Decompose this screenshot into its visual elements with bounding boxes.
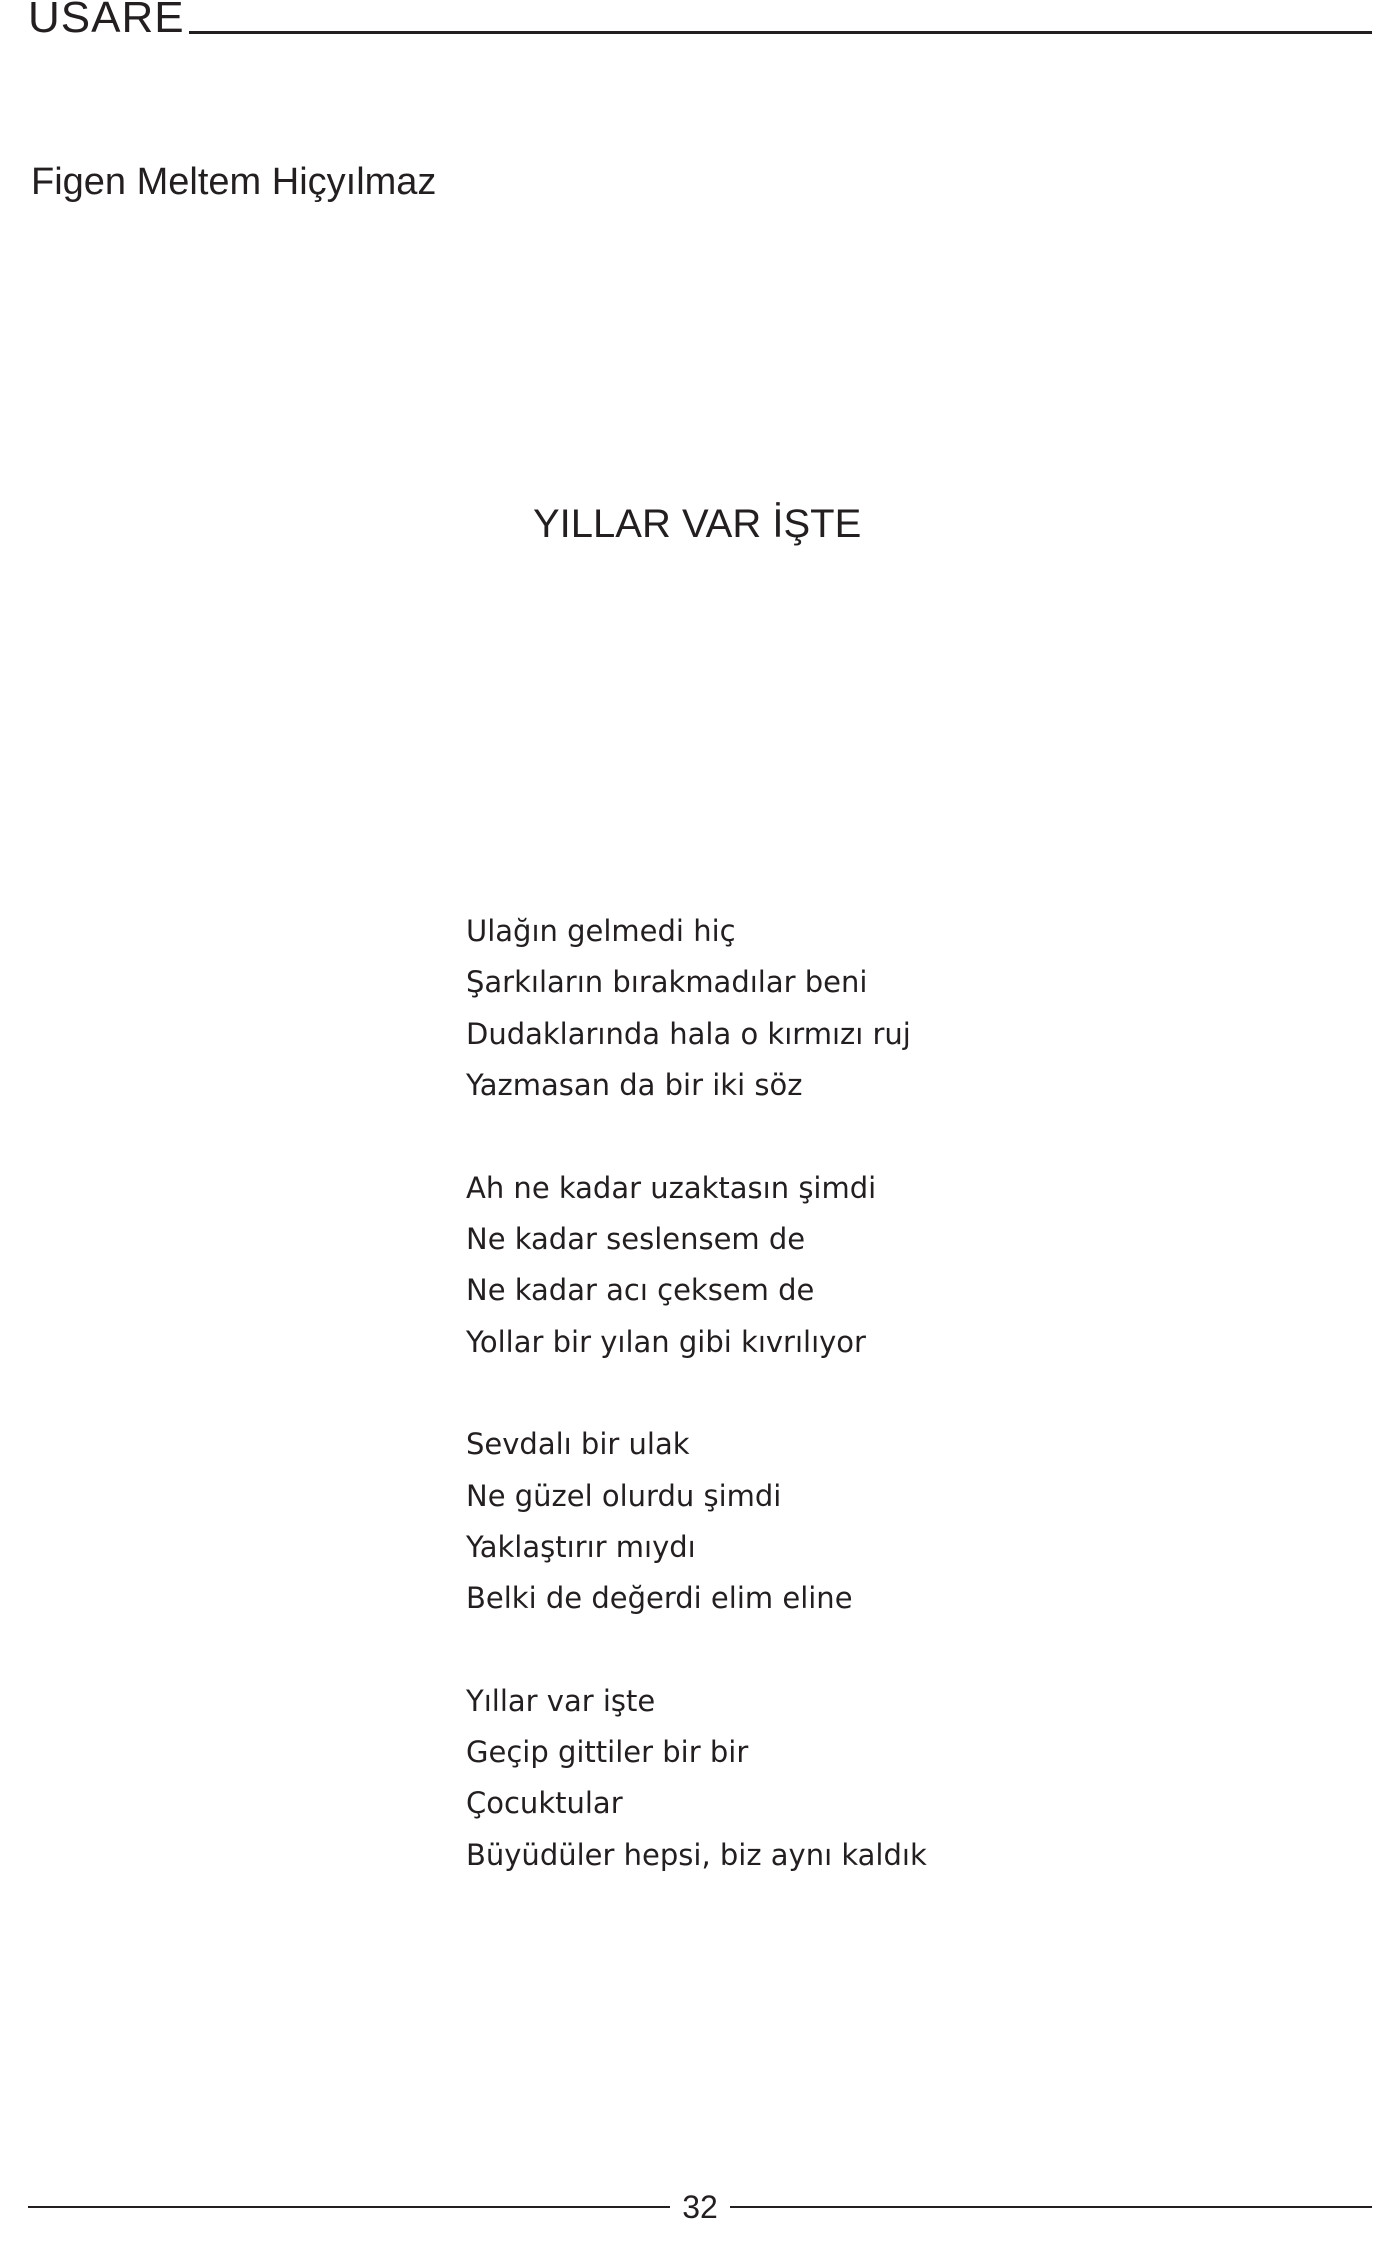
poem-line: Yazmasan da bir iki söz xyxy=(466,1068,803,1103)
poem-line: Ulağın gelmedi hiç xyxy=(466,914,736,948)
stanza-1 xyxy=(466,906,927,1112)
poem-line: Yıllar var işte xyxy=(466,1683,656,1718)
poem-line: Çocuktular xyxy=(466,1786,623,1821)
header-rule xyxy=(189,31,1372,34)
author-name: Figen Meltem Hiçyılmaz xyxy=(31,161,437,203)
poem-line: Yaklaştırır mıydı xyxy=(466,1529,696,1564)
poem-line: Ah ne kadar uzaktasın şimdi xyxy=(466,1170,877,1205)
page-number: 32 xyxy=(682,2189,718,2225)
magazine-title: USARE xyxy=(28,0,185,42)
page-header xyxy=(28,0,1372,40)
poem-line: Ne kadar acı çeksem de xyxy=(466,1273,815,1308)
poem-line: Geçip gittiler bir bir xyxy=(466,1735,749,1770)
poem-line: Büyüdüler hepsi, biz aynı kaldık xyxy=(466,1837,927,1872)
poem-line: Ne güzel olurdu şimdi xyxy=(466,1478,782,1513)
poem-line: Şarkıların bırakmadılar beni xyxy=(466,965,868,1000)
stanza-2 xyxy=(466,1163,927,1369)
poem-line: Dudaklarında hala o kırmızı ruj xyxy=(466,1016,911,1051)
footer-rule-right xyxy=(730,2206,1372,2208)
poem-line: Belki de değerdi elim eline xyxy=(466,1581,853,1616)
stanza-3 xyxy=(466,1419,927,1625)
poem-line: Yollar bir yılan gibi kıvrılıyor xyxy=(466,1324,866,1359)
stanza-4 xyxy=(466,1676,927,1882)
footer-rule-left xyxy=(28,2206,670,2208)
poem-body xyxy=(466,906,927,1932)
poem-line: Sevdalı bir ulak xyxy=(466,1427,690,1462)
poem-title: YILLAR VAR İŞTE xyxy=(533,502,862,546)
poem-line: Ne kadar seslensem de xyxy=(466,1221,806,1256)
page-footer xyxy=(28,2185,1372,2229)
